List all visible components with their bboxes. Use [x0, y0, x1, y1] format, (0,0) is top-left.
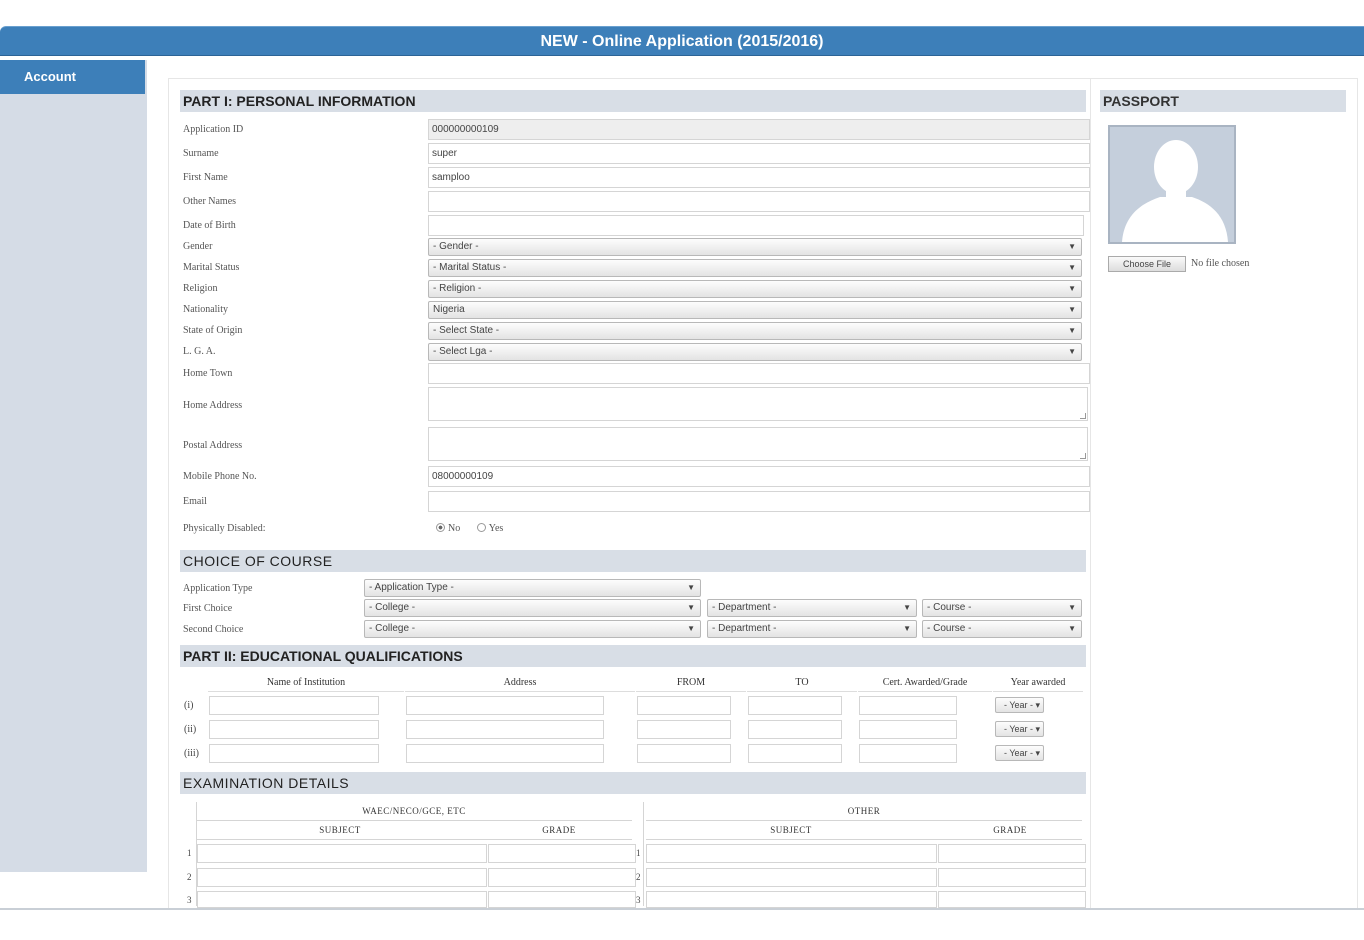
other-grade-input-2[interactable] [938, 868, 1086, 887]
chevron-down-icon: ▼ [687, 583, 695, 592]
surname-field[interactable]: super [428, 143, 1090, 164]
address-input-2[interactable] [406, 720, 604, 739]
column-header-to: TO [747, 674, 857, 692]
other-subject-input-3[interactable] [646, 891, 937, 908]
institution-input-1[interactable] [209, 696, 379, 715]
from-input-2[interactable] [637, 720, 731, 739]
first-choice-course-select[interactable] [922, 599, 1082, 617]
year-select-1[interactable] [995, 697, 1044, 713]
to-input-1[interactable] [748, 696, 842, 715]
chevron-down-icon: ▼ [687, 603, 695, 612]
exam-subject-header-right: SUBJECT [770, 825, 812, 835]
application-id-field: 000000000109 [428, 119, 1090, 140]
label-email: Email [183, 496, 207, 507]
second-choice-course-select[interactable] [922, 620, 1082, 638]
passport-photo-placeholder [1108, 125, 1236, 244]
table-divider [196, 820, 632, 821]
label-first-name: First Name [183, 172, 228, 183]
label-first-choice: First Choice [183, 603, 233, 614]
user-silhouette-icon [1110, 127, 1234, 242]
label-application-type: Application Type [183, 583, 253, 594]
chevron-down-icon: ▾ [1035, 724, 1041, 734]
institution-input-3[interactable] [209, 744, 379, 763]
exam-subject-input-3[interactable] [197, 891, 487, 908]
address-input-1[interactable] [406, 696, 604, 715]
label-postal-address: Postal Address [183, 440, 243, 451]
label-gender: Gender [183, 241, 213, 252]
gender-select[interactable] [428, 238, 1082, 256]
radio-unchecked-icon[interactable] [477, 523, 486, 532]
exam-group-waec: WAEC/NECO/GCE, ETC [362, 806, 466, 816]
exam-row-label: 1 [636, 848, 641, 858]
resize-grip-icon[interactable] [1080, 453, 1086, 459]
mobile-phone-field[interactable]: 08000000109 [428, 466, 1090, 487]
other-names-field[interactable] [428, 191, 1090, 212]
label-date-of-birth: Date of Birth [183, 220, 236, 231]
exam-row-label: 1 [187, 848, 192, 858]
table-divider [196, 839, 632, 840]
qualification-row-label: (i) [184, 700, 194, 711]
app-title-bar: NEW - Online Application (2015/2016) [0, 26, 1364, 56]
first-choice-department-select[interactable] [707, 599, 917, 617]
chevron-down-icon: ▼ [1068, 603, 1076, 612]
exam-row-label: 2 [187, 872, 192, 882]
label-physically-disabled: Physically Disabled: [183, 523, 266, 534]
other-subject-input-1[interactable] [646, 844, 937, 863]
to-input-3[interactable] [748, 744, 842, 763]
radio-label-yes: Yes [488, 523, 504, 534]
section-examination-details: EXAMINATION DETAILS [180, 772, 1086, 794]
label-second-choice: Second Choice [183, 624, 244, 635]
home-address-textarea[interactable] [428, 387, 1088, 421]
label-state-of-origin: State of Origin [183, 325, 243, 336]
first-choice-department-value: - Department - [712, 602, 777, 613]
section-choice-of-course: CHOICE OF COURSE [180, 550, 1086, 572]
exam-grade-input-2[interactable] [488, 868, 636, 887]
year-select-value: - Year - [1004, 700, 1034, 710]
radio-checked-icon[interactable] [436, 523, 445, 532]
chevron-down-icon: ▼ [903, 624, 911, 633]
exam-grade-header-right: GRADE [993, 825, 1027, 835]
no-file-chosen-label: No file chosen [1191, 258, 1250, 269]
label-religion: Religion [183, 283, 218, 294]
exam-group-other: OTHER [847, 806, 881, 816]
other-grade-input-3[interactable] [938, 891, 1086, 908]
table-divider [643, 802, 644, 906]
marital-status-select-value: - Marital Status - [433, 262, 507, 273]
cert-input-2[interactable] [859, 720, 957, 739]
chevron-down-icon: ▼ [687, 624, 695, 633]
exam-grade-header-left: GRADE [542, 825, 576, 835]
column-header-cert-awarded: Cert. Awarded/Grade [858, 674, 992, 692]
label-home-town: Home Town [183, 368, 233, 379]
label-application-id: Application ID [183, 124, 244, 135]
section-educational-qualifications: PART II: EDUCATIONAL QUALIFICATIONS [180, 645, 1086, 667]
exam-grade-input-1[interactable] [488, 844, 636, 863]
chevron-down-icon: ▼ [1068, 284, 1076, 293]
address-input-3[interactable] [406, 744, 604, 763]
chevron-down-icon: ▼ [1068, 347, 1076, 356]
exam-subject-header-left: SUBJECT [319, 825, 361, 835]
sidebar-item-account[interactable]: Account [0, 60, 145, 94]
label-marital-status: Marital Status [183, 262, 240, 273]
exam-subject-input-1[interactable] [197, 844, 487, 863]
other-grade-input-1[interactable] [938, 844, 1086, 863]
chevron-down-icon: ▼ [1068, 624, 1076, 633]
institution-input-2[interactable] [209, 720, 379, 739]
chevron-down-icon: ▾ [1035, 748, 1041, 758]
label-mobile-phone: Mobile Phone No. [183, 471, 257, 482]
first-name-field[interactable]: samploo [428, 167, 1090, 188]
chevron-down-icon: ▼ [1068, 263, 1076, 272]
exam-subject-input-2[interactable] [197, 868, 487, 887]
year-select-value: - Year - [1004, 748, 1034, 758]
year-select-3[interactable] [995, 745, 1044, 761]
first-choice-course-value: - Course - [927, 602, 972, 613]
year-select-value: - Year - [1004, 724, 1034, 734]
lga-select[interactable] [428, 343, 1082, 361]
chevron-down-icon: ▾ [1035, 700, 1041, 710]
from-input-1[interactable] [637, 696, 731, 715]
year-select-2[interactable] [995, 721, 1044, 737]
label-lga: L. G. A. [183, 346, 216, 357]
footer-divider [0, 908, 1364, 910]
gender-select-value: - Gender - [433, 241, 479, 252]
second-choice-department-select[interactable] [707, 620, 917, 638]
column-header-year-awarded: Year awarded [993, 674, 1083, 692]
section-personal-information: PART I: PERSONAL INFORMATION [180, 90, 1086, 112]
radio-label-no: No [448, 523, 461, 534]
column-header-address: Address [405, 674, 635, 692]
nationality-select-value: Nigeria [433, 304, 465, 315]
label-other-names: Other Names [183, 196, 237, 207]
resize-grip-icon[interactable] [1080, 413, 1086, 419]
application-type-select-value: - Application Type - [369, 582, 454, 593]
exam-row-label: 3 [187, 895, 192, 905]
chevron-down-icon: ▼ [903, 603, 911, 612]
column-header-institution: Name of Institution [208, 674, 404, 692]
qualification-row-label: (iii) [184, 748, 199, 759]
second-choice-department-value: - Department - [712, 623, 777, 634]
cert-input-3[interactable] [859, 744, 957, 763]
qualification-row-label: (ii) [184, 724, 197, 735]
label-home-address: Home Address [183, 400, 243, 411]
choose-file-button[interactable]: Choose File [1108, 256, 1186, 272]
second-choice-college-value: - College - [369, 623, 416, 634]
radio-option-yes[interactable] [477, 523, 504, 534]
religion-select-value: - Religion - [433, 283, 482, 294]
table-divider [646, 820, 1082, 821]
cert-input-1[interactable] [859, 696, 957, 715]
label-surname: Surname [183, 148, 219, 159]
second-choice-college-select[interactable] [364, 620, 701, 638]
chevron-down-icon: ▼ [1068, 305, 1076, 314]
chevron-down-icon: ▼ [1068, 326, 1076, 335]
to-input-2[interactable] [748, 720, 842, 739]
exam-row-label: 2 [636, 872, 641, 882]
exam-grade-input-3[interactable] [488, 891, 636, 908]
exam-row-label: 3 [636, 895, 641, 905]
column-header-from: FROM [636, 674, 746, 692]
marital-status-select[interactable] [428, 259, 1082, 277]
section-passport: PASSPORT [1100, 90, 1346, 112]
lga-select-value: - Select Lga - [433, 346, 493, 357]
first-choice-college-select[interactable] [364, 599, 701, 617]
date-of-birth-field[interactable] [428, 215, 1084, 236]
religion-select[interactable] [428, 280, 1082, 298]
label-nationality: Nationality [183, 304, 228, 315]
email-field[interactable] [428, 491, 1090, 512]
physically-disabled-radio-group [436, 523, 517, 534]
from-input-3[interactable] [637, 744, 731, 763]
other-subject-input-2[interactable] [646, 868, 937, 887]
sidebar [0, 60, 147, 872]
home-town-field[interactable] [428, 363, 1090, 384]
first-choice-college-value: - College - [369, 602, 416, 613]
second-choice-course-value: - Course - [927, 623, 972, 634]
state-of-origin-select-value: - Select State - [433, 325, 500, 336]
radio-option-no[interactable] [436, 523, 460, 534]
passport-divider [1090, 78, 1091, 908]
application-type-select[interactable] [364, 579, 701, 597]
chevron-down-icon: ▼ [1068, 242, 1076, 251]
nationality-select[interactable] [428, 301, 1082, 319]
postal-address-textarea[interactable] [428, 427, 1088, 461]
table-divider [646, 839, 1082, 840]
state-of-origin-select[interactable] [428, 322, 1082, 340]
